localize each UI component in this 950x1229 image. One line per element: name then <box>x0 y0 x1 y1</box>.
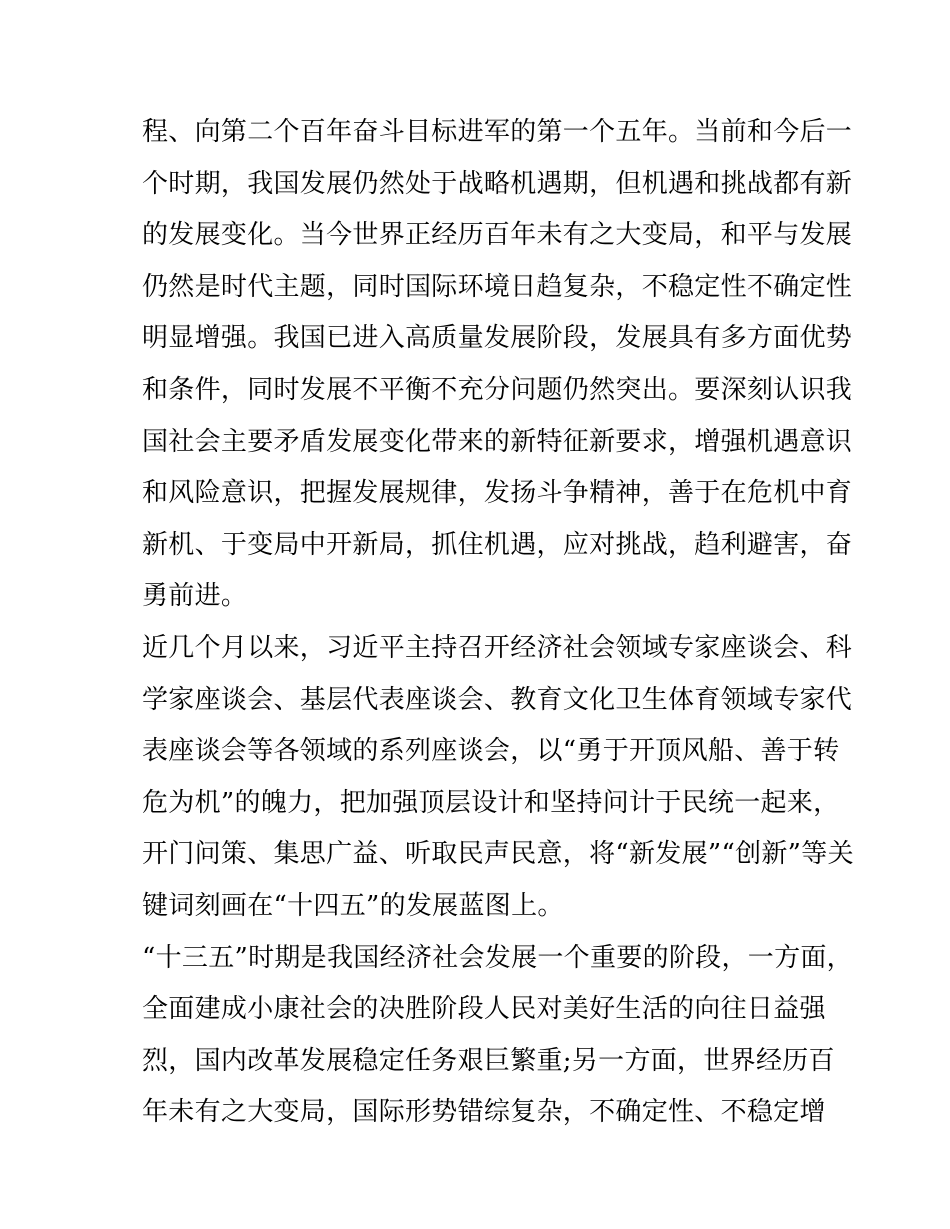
paragraph-2 <box>142 623 854 933</box>
text-line: “十三五”时期是我国经济社会发展一个重要的阶段，一方面， <box>142 942 853 973</box>
text-line: 和风险意识，把握发展规律，发扬斗争精神，善于在危机中育 <box>142 478 853 509</box>
text-line: 危为机”的魄力，把加强顶层设计和坚持问计于民统一起来， <box>142 787 840 818</box>
text-line: 国社会主要矛盾发展变化带来的新特征新要求，增强机遇意识 <box>142 426 853 457</box>
paragraph-1 <box>142 107 853 623</box>
paragraph-3 <box>142 933 853 1139</box>
text-line: 表座谈会等各领域的系列座谈会，以“勇于开顶风船、善于转 <box>142 736 840 767</box>
text-line: 键词刻画在“十四五”的发展蓝图上。 <box>142 890 564 921</box>
text-line: 明显增强。我国已进入高质量发展阶段，发展具有多方面优势 <box>142 323 853 354</box>
text-line: 烈，国内改革发展稳定任务艰巨繁重;另一方面，世界经历百 <box>142 1045 835 1076</box>
document-body <box>142 107 854 1139</box>
text-line: 的发展变化。当今世界正经历百年未有之大变局，和平与发展 <box>142 220 853 251</box>
text-line: 和条件，同时发展不平衡不充分问题仍然突出。要深刻认识我 <box>142 374 853 405</box>
text-line: 个时期，我国发展仍然处于战略机遇期，但机遇和挑战都有新 <box>142 168 853 199</box>
text-line: 学家座谈会、基层代表座谈会、教育文化卫生体育领域专家代 <box>142 684 853 715</box>
text-line: 新机、于变局中开新局，抓住机遇，应对挑战，趋利避害，奋 <box>142 529 853 560</box>
text-line: 勇前进。 <box>142 581 248 612</box>
text-line: 全面建成小康社会的决胜阶段人民对美好生活的向往日益强 <box>142 994 826 1025</box>
text-line: 开门问策、集思广益、听取民声民意，将“新发展”“创新”等关 <box>142 839 854 870</box>
text-line: 近几个月以来，习近平主持召开经济社会领域专家座谈会、科 <box>142 632 853 663</box>
text-line: 程、向第二个百年奋斗目标进军的第一个五年。当前和今后一 <box>142 117 853 147</box>
text-line: 年未有之大变局，国际形势错综复杂，不确定性、不稳定增 <box>142 1097 826 1128</box>
text-line: 仍然是时代主题，同时国际环境日趋复杂，不稳定性不确定性 <box>142 271 853 302</box>
